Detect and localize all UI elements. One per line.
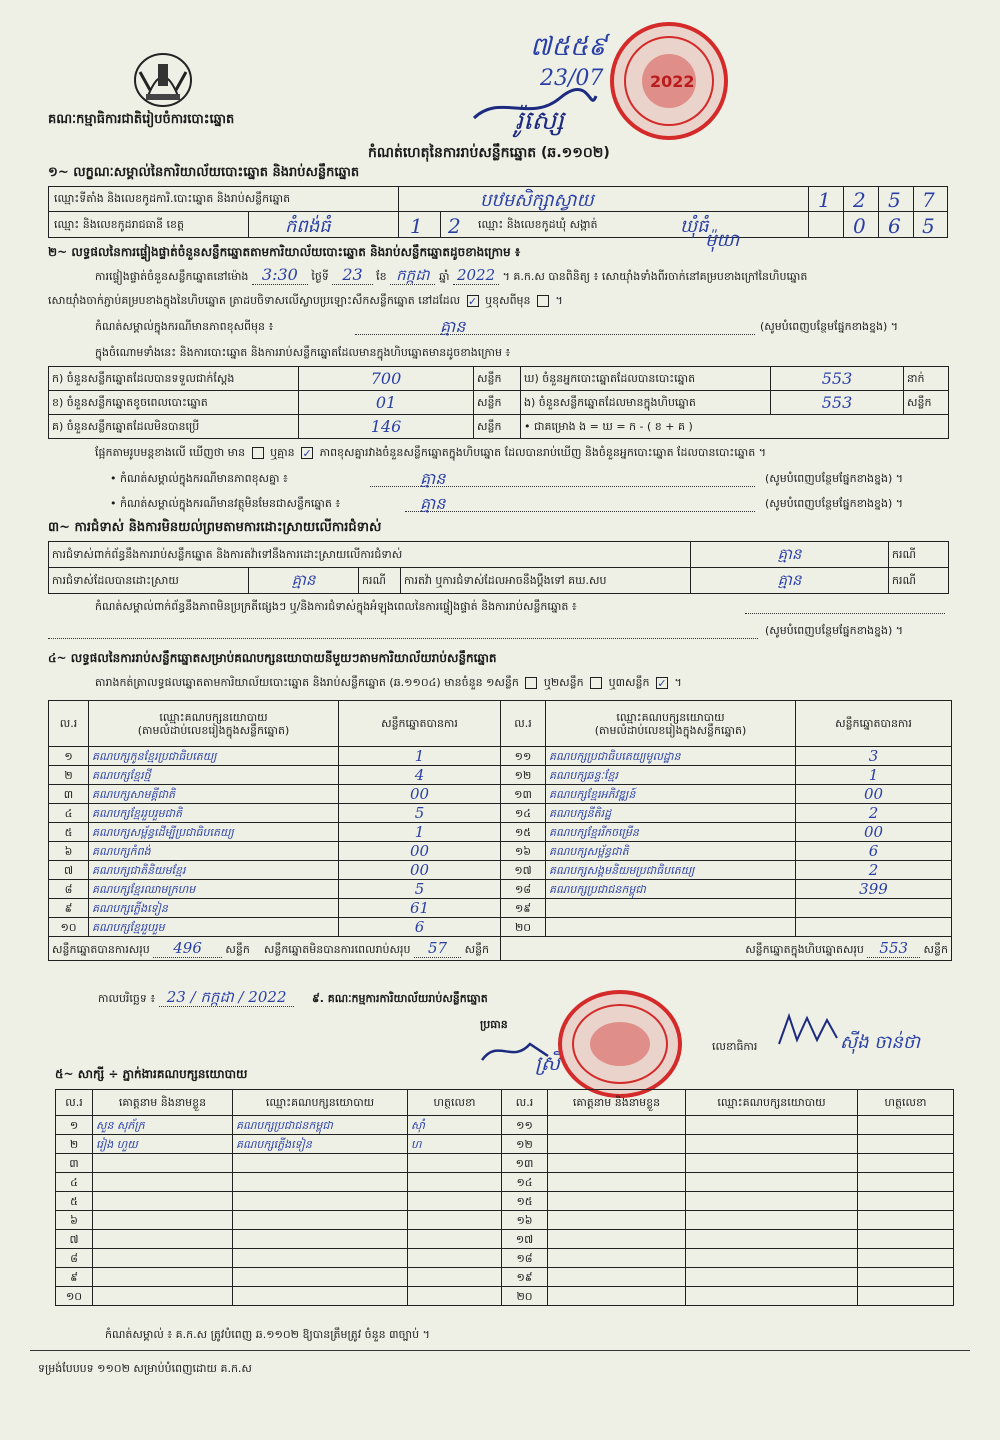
seal-note-label: កំណត់សម្គាល់ក្នុងករណីមានភាពខុសពីមុន ៖: [95, 320, 274, 333]
party-votes: 3: [796, 747, 952, 766]
party-name: គណបក្សជាតិនិយមខ្មែរ: [89, 861, 339, 880]
verify-line-1: [95, 265, 808, 284]
party-name: គណបក្សខ្មែររួបរួម: [89, 918, 339, 937]
witness-col-party: ឈ្មោះគណបក្សនយោបាយ: [233, 1090, 408, 1116]
party-name: គណបក្សប្រជាជនកម្ពុជា: [546, 880, 796, 899]
table-row: [56, 1173, 954, 1192]
seal-changed-checkbox[interactable]: [537, 295, 549, 307]
witness-col-name: គោត្តនាម និងនាមខ្លួន: [93, 1090, 233, 1116]
ballot-count-table: ក) ចំនួនសន្លឹកឆ្នោតដែលបានទទួលជាក់ស្តែង 700 សន្លឹក ឃ) ចំនួនអ្នកបោះឆ្នោតដែលបានបោះឆ្នោត 553 នាក់ ខ) ចំនួនសន្លឹកឆ្នោតខូចពេលបោះឆ្នោត 01 សន្លឹក ង) ចំនួនសន្លឹកឆ្នោតដែលមានក្នុងហិបឆ្នោត 553 សន្លឹក គ) ចំនួនសន្លឹកឆ្នោតដែលមិនបានប្រើ 146 សន្លឹក • ជាគម្រោង ង = ឃ = ក - ( ខ + គ ): [48, 366, 949, 439]
foreign-object-note-hint: (សូមបំពេញបន្ថែមផ្នែកខាងខ្នង) ។: [765, 497, 904, 510]
row-number: ៤: [56, 1173, 93, 1192]
discrepancy-no-checkbox[interactable]: ✓: [302, 447, 312, 460]
row-number: ១៩: [501, 899, 546, 918]
witness-party: [686, 1211, 858, 1230]
verify-year-label: ឆ្នាំ: [438, 270, 450, 283]
ballots-in-box-value: 553: [771, 391, 904, 415]
handwritten-number: ៧៥៥៩: [530, 32, 607, 62]
objection-table: ការជំទាស់ពាក់ព័ន្ធនឹងការរាប់សន្លឹកឆ្នោត និងការតវ៉ាទៅនឹងការដោះស្រាយលើការជំទាស់ គ្មាន ករណី ការជំទាស់ដែលបានដោះស្រាយ គ្មាន ករណី ការតវ៉ា ឬការជំទាស់ដែលអាចនឹងប្តឹងទៅ គឃ.សប គ្មាន ករណី: [48, 541, 949, 594]
row-number: ៦: [49, 842, 89, 861]
verify-day: 23: [332, 265, 372, 285]
table-row: [49, 880, 952, 899]
table-row: [56, 1192, 954, 1211]
province-code-2: 2: [448, 214, 461, 238]
witness-signature: [408, 1154, 502, 1173]
party-votes: [796, 899, 952, 918]
province-code-1: 1: [410, 214, 423, 238]
row-number: ១២: [502, 1135, 548, 1154]
table-row: [56, 1287, 954, 1306]
foreign-object-note-value: គ្មាន: [420, 494, 446, 513]
witness-signature: ហ: [408, 1135, 502, 1154]
witness-name: [548, 1116, 686, 1135]
witness-name: [548, 1154, 686, 1173]
party-name: គណបក្សភ្លើងទៀន: [89, 899, 339, 918]
signature: រ៉ូស្សេ: [515, 106, 565, 136]
row-number: ៣: [56, 1154, 93, 1173]
commune-code-1: 0: [853, 214, 866, 238]
chair-label: ប្រធាន: [480, 1018, 508, 1031]
resolved-value: គ្មាន: [249, 568, 359, 594]
row-number: ១៣: [502, 1154, 548, 1173]
witness-party: [233, 1249, 408, 1268]
row-number: ២០: [501, 918, 546, 937]
row-number: ១០: [49, 918, 89, 937]
witness-party: គណបក្សប្រជាជនកម្ពុជា: [233, 1116, 408, 1135]
witness-signature: [408, 1268, 502, 1287]
row-number: ១: [49, 747, 89, 766]
verify-seal-text: ។ គ.ក.ស បានពិនិត្យ ៖ សោយ៉ាំងទាំងពីរចាក់នៅគម្របខាងក្រៅនៃហិបឆ្នោត: [502, 270, 808, 283]
witness-signature: [408, 1249, 502, 1268]
witness-party: គណបក្សភ្លើងទៀន: [233, 1135, 408, 1154]
spoiled-ballots-label: ខ) ចំនួនសន្លឹកឆ្នោតខូចពេលបោះឆ្នោត: [49, 391, 299, 415]
row-number: ៤: [49, 804, 89, 823]
seal-note-hint: (សូមបំពេញបន្ថែមផ្នែកខាងខ្នង) ។: [760, 320, 899, 333]
row-number: ៧: [49, 861, 89, 880]
party-votes: 399: [796, 880, 952, 899]
verify-month-label: ខែ: [376, 270, 387, 283]
party-votes: 1: [796, 766, 952, 785]
official-stamp-bottom: [558, 990, 682, 1098]
witness-signature: [408, 1192, 502, 1211]
station-code-4: 7: [922, 188, 935, 212]
handwritten-mark: ម៉ុយា: [705, 230, 740, 251]
discrepancy-note-label: • កំណត់សម្គាល់ក្នុងករណីមានភាពខុសគ្នា ៖: [110, 472, 288, 485]
date-value: 23 / កក្កដា / 2022: [159, 988, 295, 1007]
party-name: គណបក្សសាមគ្គីជាតិ: [89, 785, 339, 804]
table-row: [49, 861, 952, 880]
witness-name: [93, 1192, 233, 1211]
appeal-label: ការតវ៉ា ឬការជំទាស់ដែលអាចនឹងប្តឹងទៅ គឃ.សប: [401, 568, 691, 594]
seal-changed-label: ឬខុសពីមុន: [485, 294, 531, 307]
ballots-in-box-label: ង) ចំនួនសន្លឹកឆ្នោតដែលមានក្នុងហិបឆ្នោត: [521, 391, 771, 415]
witness-signature: [858, 1116, 954, 1135]
party-name: គណបក្សសង្គមនិយមប្រជាធិបតេយ្យ: [546, 861, 796, 880]
party-votes: 5: [339, 804, 501, 823]
witness-party: [686, 1173, 858, 1192]
table-row: [49, 785, 952, 804]
row-number: ១៧: [501, 861, 546, 880]
witness-signature: [858, 1249, 954, 1268]
witness-signature: [858, 1287, 954, 1306]
party-votes: 00: [339, 861, 501, 880]
witness-signature: [858, 1154, 954, 1173]
witness-signature: [858, 1211, 954, 1230]
witness-col-party-right: ឈ្មោះគណបក្សនយោបាយ: [686, 1090, 858, 1116]
row-number: ៧: [56, 1230, 93, 1249]
row-number: ៣: [49, 785, 89, 804]
party-votes: 4: [339, 766, 501, 785]
results-col-party: ឈ្មោះគណបក្សនយោបាយ (តាមលំដាប់លេខរៀងក្នុងសន្លឹកឆ្នោត): [89, 701, 339, 747]
witness-name: សួន សុភ័ក្រ: [93, 1116, 233, 1135]
party-name: គណបក្សខ្មែរអភិវឌ្ឍន៍: [546, 785, 796, 804]
party-votes: 6: [339, 918, 501, 937]
row-number: ៥: [56, 1192, 93, 1211]
party-name: គណបក្សឆន្ទៈខ្មែរ: [546, 766, 796, 785]
witness-party: [686, 1154, 858, 1173]
table-row: [56, 1135, 954, 1154]
witness-party: [686, 1230, 858, 1249]
party-name: គណបក្សកំពង់: [89, 842, 339, 861]
party-name: [546, 918, 796, 937]
witness-table: [55, 1089, 954, 1306]
secretary-signature-icon: [775, 1010, 845, 1050]
party-votes: 00: [796, 785, 952, 804]
objection-value: គ្មាន: [691, 542, 889, 568]
handwritten-date: 23/07: [540, 66, 604, 91]
objection-label: ការជំទាស់ពាក់ព័ន្ធនឹងការរាប់សន្លឹកឆ្នោត និងការតវ៉ាទៅនឹងការដោះស្រាយលើការជំទាស់: [49, 542, 691, 568]
verify-year: 2022: [453, 266, 499, 285]
witness-name: [93, 1154, 233, 1173]
resolved-label: ការជំទាស់ដែលបានដោះស្រាយ: [49, 568, 249, 594]
row-number: ១០: [56, 1287, 93, 1306]
commune-code-2: 6: [888, 214, 901, 238]
party-name: គណបក្សខ្មែររីកចម្រើន: [546, 823, 796, 842]
section2-intro: ក្នុងចំណោមទាំងនេះ និងការបោះឆ្នោត និងការរាប់សន្លឹកឆ្នោតដែលមានក្នុងហិបឆ្នោតមានដូចខាងក្រោម ៖: [95, 346, 511, 359]
witness-col-sign-right: ហត្ថលេខា: [858, 1090, 954, 1116]
witness-name: រៀង ហួយ: [93, 1135, 233, 1154]
party-name: គណបក្សកូនខ្មែរប្រជាធិបតេយ្យ: [89, 747, 339, 766]
row-number: ១៧: [502, 1230, 548, 1249]
witness-party: [686, 1249, 858, 1268]
witness-signature: [408, 1287, 502, 1306]
party-name: គណបក្សនីតិរដ្ឋ: [546, 804, 796, 823]
section3-title: ៣~ ការជំទាស់ និងការមិនយល់ព្រមតាមការដោះស្រាយលើការជំទាស់: [48, 520, 382, 535]
table-row: [56, 1154, 954, 1173]
row-number: ១៦: [502, 1211, 548, 1230]
received-ballots-value: 700: [299, 367, 474, 391]
witness-signature: [858, 1268, 954, 1287]
discrepancy-note-value: គ្មាន: [420, 469, 446, 488]
row-number: ១៨: [501, 880, 546, 899]
voters-voted-value: 553: [771, 367, 904, 391]
party-votes: 00: [339, 842, 501, 861]
results-col-no: ល.រ: [49, 701, 89, 747]
witness-name: [93, 1249, 233, 1268]
witness-col-no: ល.រ: [56, 1090, 93, 1116]
party-votes: 5: [339, 880, 501, 899]
row-number: ១១: [501, 747, 546, 766]
witness-party: [686, 1192, 858, 1211]
three-sheets-checkbox[interactable]: ✓: [657, 677, 667, 690]
total-invalid-value: 57: [414, 939, 461, 958]
secretary-label: លេខាធិការ: [712, 1040, 758, 1053]
table-row: [56, 1249, 954, 1268]
party-name: គណបក្សសម្ព័ន្ធដើម្បីប្រជាធិបតេយ្យ: [89, 823, 339, 842]
party-votes: [796, 918, 952, 937]
unused-ballots-label: គ) ចំនួនសន្លឹកឆ្នោតដែលមិនបានប្រើ: [49, 415, 299, 439]
witness-name: [93, 1287, 233, 1306]
secretary-name: ស៊ីង ចាន់ថា: [840, 1032, 920, 1053]
witness-col-sign: ហត្ថលេខា: [408, 1090, 502, 1116]
witness-party: [233, 1268, 408, 1287]
foreign-object-note-label: • កំណត់សម្គាល់ក្នុងករណីមានវត្ថុមិនមែនជាសន្លឹកឆ្នោត ៖: [110, 497, 341, 510]
table-row: [49, 747, 952, 766]
row-number: ៥: [49, 823, 89, 842]
results-total-valid: សន្លឹកឆ្នោតបានការសរុប 496 សន្លឹក សន្លឹកឆ្នោតមិនបានការពេលរាប់សរុប 57 សន្លឹក: [49, 937, 501, 961]
spoiled-ballots-value: 01: [299, 391, 474, 415]
received-ballots-label: ក) ចំនួនសន្លឹកឆ្នោតដែលបានទទួលជាក់ស្តែង: [49, 367, 299, 391]
discrepancy-line: ផ្អែកតាមរូបមន្តខាងលើ ឃើញថា មាន ឬគ្មាន ✓ ភាពខុសគ្នារវាងចំនួនសន្លឹកឆ្នោតក្នុងហិបឆ្នោត ដែលបានរាប់ឃើញ និងចំនួនអ្នកបោះឆ្នោត ដែលបានបោះឆ្នោត ។: [95, 446, 766, 460]
party-votes: 1: [339, 823, 501, 842]
commune-name: ឃុំធំ: [680, 216, 709, 237]
witness-signature: ស៊ាំ: [408, 1116, 502, 1135]
form-title: កំណត់ហេតុនៃការរាប់សន្លឹកឆ្នោត (ឆ.១១០២): [368, 145, 610, 161]
table-row: [56, 1211, 954, 1230]
section5-title: ៥~ សាក្សី ÷ ភ្នាក់ងារគណបក្សនយោបាយ: [55, 1067, 248, 1081]
witness-party: [686, 1287, 858, 1306]
party-votes: 1: [339, 747, 501, 766]
section1-title: ១~ លក្ខណៈសម្គាល់នៃការិយាល័យបោះឆ្នោត និងរាប់សន្លឹកឆ្នោត: [48, 165, 360, 180]
witness-party: [686, 1268, 858, 1287]
section2-title: ២~ លទ្ធផលនៃការផ្ទៀងផ្ទាត់ចំនួនសន្លឹកឆ្នោតតាមការិយាល័យបោះឆ្នោត និងរាប់សន្លឹកឆ្នោតដូចខាងក្រោម ៖: [48, 245, 521, 259]
table-row: [49, 804, 952, 823]
province-label: ឈ្មោះ និងលេខកូដរាជធានី ខេត្ត: [54, 218, 184, 231]
table-row: [56, 1268, 954, 1287]
party-name: គណបក្សខ្មែរថ្មី: [89, 766, 339, 785]
commune-code-3: 5: [922, 214, 935, 238]
witness-name: [93, 1268, 233, 1287]
row-number: ២០: [502, 1287, 548, 1306]
row-number: ៩: [56, 1268, 93, 1287]
formula-text: • ជាគម្រោង ង = ឃ = ក - ( ខ + គ ): [521, 415, 949, 439]
witness-name: [93, 1211, 233, 1230]
witness-party: [233, 1173, 408, 1192]
irregularity-note-label: កំណត់សម្គាល់ពាក់ព័ន្ធនឹងភាពមិនប្រក្រតីផ្សេងៗ ឬ/និងការជំទាស់ក្នុងអំឡុងពេលនៃការផ្ទៀងផ្ទាត់ និងការរាប់សន្លឹកឆ្នោត ៖: [95, 600, 577, 613]
voters-voted-label: ឃ) ចំនួនអ្នកបោះឆ្នោតដែលបានបោះឆ្នោត: [521, 367, 771, 391]
seal-note-value: គ្មាន: [440, 317, 466, 336]
chair-signature-stroke-icon: [478, 1036, 558, 1066]
party-name: គណបក្សខ្មែររួបរួមជាតិ: [89, 804, 339, 823]
row-number: ១៥: [501, 823, 546, 842]
party-name: គណបក្សខ្មែរឈាមក្រហម: [89, 880, 339, 899]
witness-party: [686, 1116, 858, 1135]
row-number: ២: [56, 1135, 93, 1154]
row-number: ៨: [49, 880, 89, 899]
witness-party: [233, 1230, 408, 1249]
witness-signature: [408, 1211, 502, 1230]
party-votes: 6: [796, 842, 952, 861]
party-name: គណបក្សប្រជាធិបតេយ្យមូលដ្ឋាន: [546, 747, 796, 766]
station-code-3: 5: [888, 188, 901, 212]
witness-name: [548, 1287, 686, 1306]
row-number: ១៣: [501, 785, 546, 804]
row-number: ៨: [56, 1249, 93, 1268]
results-col-party-right: ឈ្មោះគណបក្សនយោបាយ (តាមលំដាប់លេខរៀងក្នុងសន្លឹកឆ្នោត): [546, 701, 796, 747]
stamp-year: 2022: [650, 72, 695, 91]
table-row: [56, 1116, 954, 1135]
party-name: [546, 899, 796, 918]
witness-name: [548, 1173, 686, 1192]
row-number: ១៨: [502, 1249, 548, 1268]
party-results-table: [48, 700, 952, 961]
footnote: កំណត់សម្គាល់ ៖ គ.ក.ស ត្រូវបំពេញ ឆ.១១០២ ឱ្យបានត្រឹមត្រូវ ចំនួន ៣ច្បាប់ ។: [105, 1328, 430, 1341]
row-number: ២: [49, 766, 89, 785]
witness-name: [548, 1249, 686, 1268]
witness-col-no-right: ល.រ: [502, 1090, 548, 1116]
national-emblem-icon: [128, 50, 198, 108]
polling-station-name: បឋមសិក្សាស្វាយ: [480, 190, 594, 211]
witness-party: [233, 1211, 408, 1230]
witness-name: [93, 1173, 233, 1192]
discrepancy-yes-checkbox[interactable]: [252, 447, 264, 459]
row-number: ១៩: [502, 1268, 548, 1287]
total-box-value: 553: [867, 939, 920, 958]
party-votes: 2: [796, 804, 952, 823]
witness-name: [548, 1268, 686, 1287]
table-row: [49, 823, 952, 842]
witness-party: [233, 1192, 408, 1211]
results-col-no-right: ល.រ: [501, 701, 546, 747]
date-line: កាលបរិច្ឆេទ ៖ 23 / កក្កដា / 2022 ៩. គណៈកម្មការការិយាល័យរាប់សន្លឹកឆ្នោត: [98, 988, 488, 1006]
results-col-votes-right: សន្លឹកឆ្នោតបានការ: [796, 701, 952, 747]
party-votes: 2: [796, 861, 952, 880]
witness-name: [548, 1135, 686, 1154]
table-row: [49, 899, 952, 918]
tally-sheet-line: តារាងកត់ត្រាលទ្ធផលឆ្នោតតាមការិយាល័យបោះឆ្នោត និងរាប់សន្លឹកឆ្នោត (ឆ.១១០៤) មានចំនួន ១សន្លឹក ឬ២សន្លឹក ឬ៣សន្លឹក ✓ ។: [95, 676, 682, 690]
row-number: ១២: [501, 766, 546, 785]
witness-party: [233, 1287, 408, 1306]
signature-stroke-icon: [470, 88, 600, 128]
chair-signature: ស្រី: [535, 1051, 560, 1075]
verify-time-label: ការផ្ទៀងផ្ទាត់ចំនួនសន្លឹកឆ្នោតនៅម៉ោង: [95, 270, 249, 283]
form-note: ទម្រង់បែបបទ ១១០២ សម្រាប់បំពេញដោយ គ.ក.ស: [38, 1362, 252, 1375]
verify-month: កក្កដា: [390, 266, 435, 285]
row-number: ៩: [49, 899, 89, 918]
row-number: ១១: [502, 1116, 548, 1135]
witness-name: [548, 1192, 686, 1211]
one-sheet-checkbox[interactable]: [525, 677, 537, 689]
irregularity-note-hint: (សូមបំពេញបន្ថែមផ្នែកខាងខ្នង) ។: [765, 624, 904, 637]
row-number: ១: [56, 1116, 93, 1135]
witness-party: [233, 1154, 408, 1173]
table-row: [49, 842, 952, 861]
witness-signature: [858, 1230, 954, 1249]
seal-intact-checkbox[interactable]: ✓: [468, 295, 478, 308]
committee-label: ៩. គណៈកម្មការការិយាល័យរាប់សន្លឹកឆ្នោត: [311, 992, 488, 1005]
two-sheets-checkbox[interactable]: [590, 677, 602, 689]
station-code-2: 2: [853, 188, 866, 212]
seal-intact-label: សោយ៉ាំងចាក់ភ្ជាប់គម្របខាងក្នុងនៃហិបឆ្នោត ត្រាដបចិទាសលើស្លាបប្រឡោះសឹកសន្លឹកឆ្នោត នៅដដែល: [48, 294, 461, 307]
table-row: [49, 918, 952, 937]
row-number: ១៤: [502, 1173, 548, 1192]
commune-label: ឈ្មោះ និងលេខកូដឃុំ សង្កាត់: [478, 218, 598, 231]
witness-name: [548, 1211, 686, 1230]
row-number: ១៥: [502, 1192, 548, 1211]
official-stamp-top: [610, 22, 728, 140]
total-valid-value: 496: [153, 939, 222, 958]
row-number: ១៤: [501, 804, 546, 823]
party-name: គណបក្សសម្ព័ន្ធជាតិ: [546, 842, 796, 861]
verify-day-label: ថ្ងៃទី: [311, 270, 329, 283]
party-votes: 61: [339, 899, 501, 918]
table-row: [56, 1230, 954, 1249]
authority-name: គណៈកម្មាធិការជាតិរៀបចំការបោះឆ្នោត: [48, 112, 235, 127]
party-votes: 00: [339, 785, 501, 804]
section4-title: ៤~ លទ្ធផលនៃការរាប់សន្លឹកឆ្នោតសម្រាប់គណបក្សនយោបាយនីមួយៗតាមការិយាល័យរាប់សន្លឹកឆ្នោត: [48, 651, 497, 665]
witness-party: [686, 1135, 858, 1154]
witness-signature: [858, 1192, 954, 1211]
party-votes: 00: [796, 823, 952, 842]
unused-ballots-value: 146: [299, 415, 474, 439]
results-col-votes: សន្លឹកឆ្នោតបានការ: [339, 701, 501, 747]
appeal-value: គ្មាន: [691, 568, 889, 594]
row-number: ៦: [56, 1211, 93, 1230]
witness-col-name-right: គោត្តនាម និងនាមខ្លួន: [548, 1090, 686, 1116]
discrepancy-note-hint: (សូមបំពេញបន្ថែមផ្នែកខាងខ្នង) ។: [765, 472, 904, 485]
province-name: កំពង់ធំ: [285, 216, 331, 237]
witness-signature: [858, 1173, 954, 1192]
polling-station-label: ឈ្មោះទីតាំង និងលេខកូដការិ.បោះឆ្នោត និងរាប់សន្លឹកឆ្នោត: [54, 192, 291, 205]
verify-time: 3:30: [252, 265, 308, 285]
witness-signature: [858, 1135, 954, 1154]
row-number: ១៦: [501, 842, 546, 861]
witness-signature: [408, 1173, 502, 1192]
verify-line-2: សោយ៉ាំងចាក់ភ្ជាប់គម្របខាងក្នុងនៃហិបឆ្នោត ត្រាដបចិទាសលើស្លាបប្រឡោះសឹកសន្លឹកឆ្នោត នៅដដែល ✓ ឬខុសពីមុន ។: [48, 294, 563, 308]
table-row: [49, 766, 952, 785]
witness-name: [93, 1230, 233, 1249]
results-total-box: សន្លឹកឆ្នោតក្នុងហិបឆ្នោតសរុប 553 សន្លឹក: [501, 937, 952, 961]
witness-signature: [408, 1230, 502, 1249]
witness-name: [548, 1230, 686, 1249]
station-code-1: 1: [818, 188, 831, 212]
